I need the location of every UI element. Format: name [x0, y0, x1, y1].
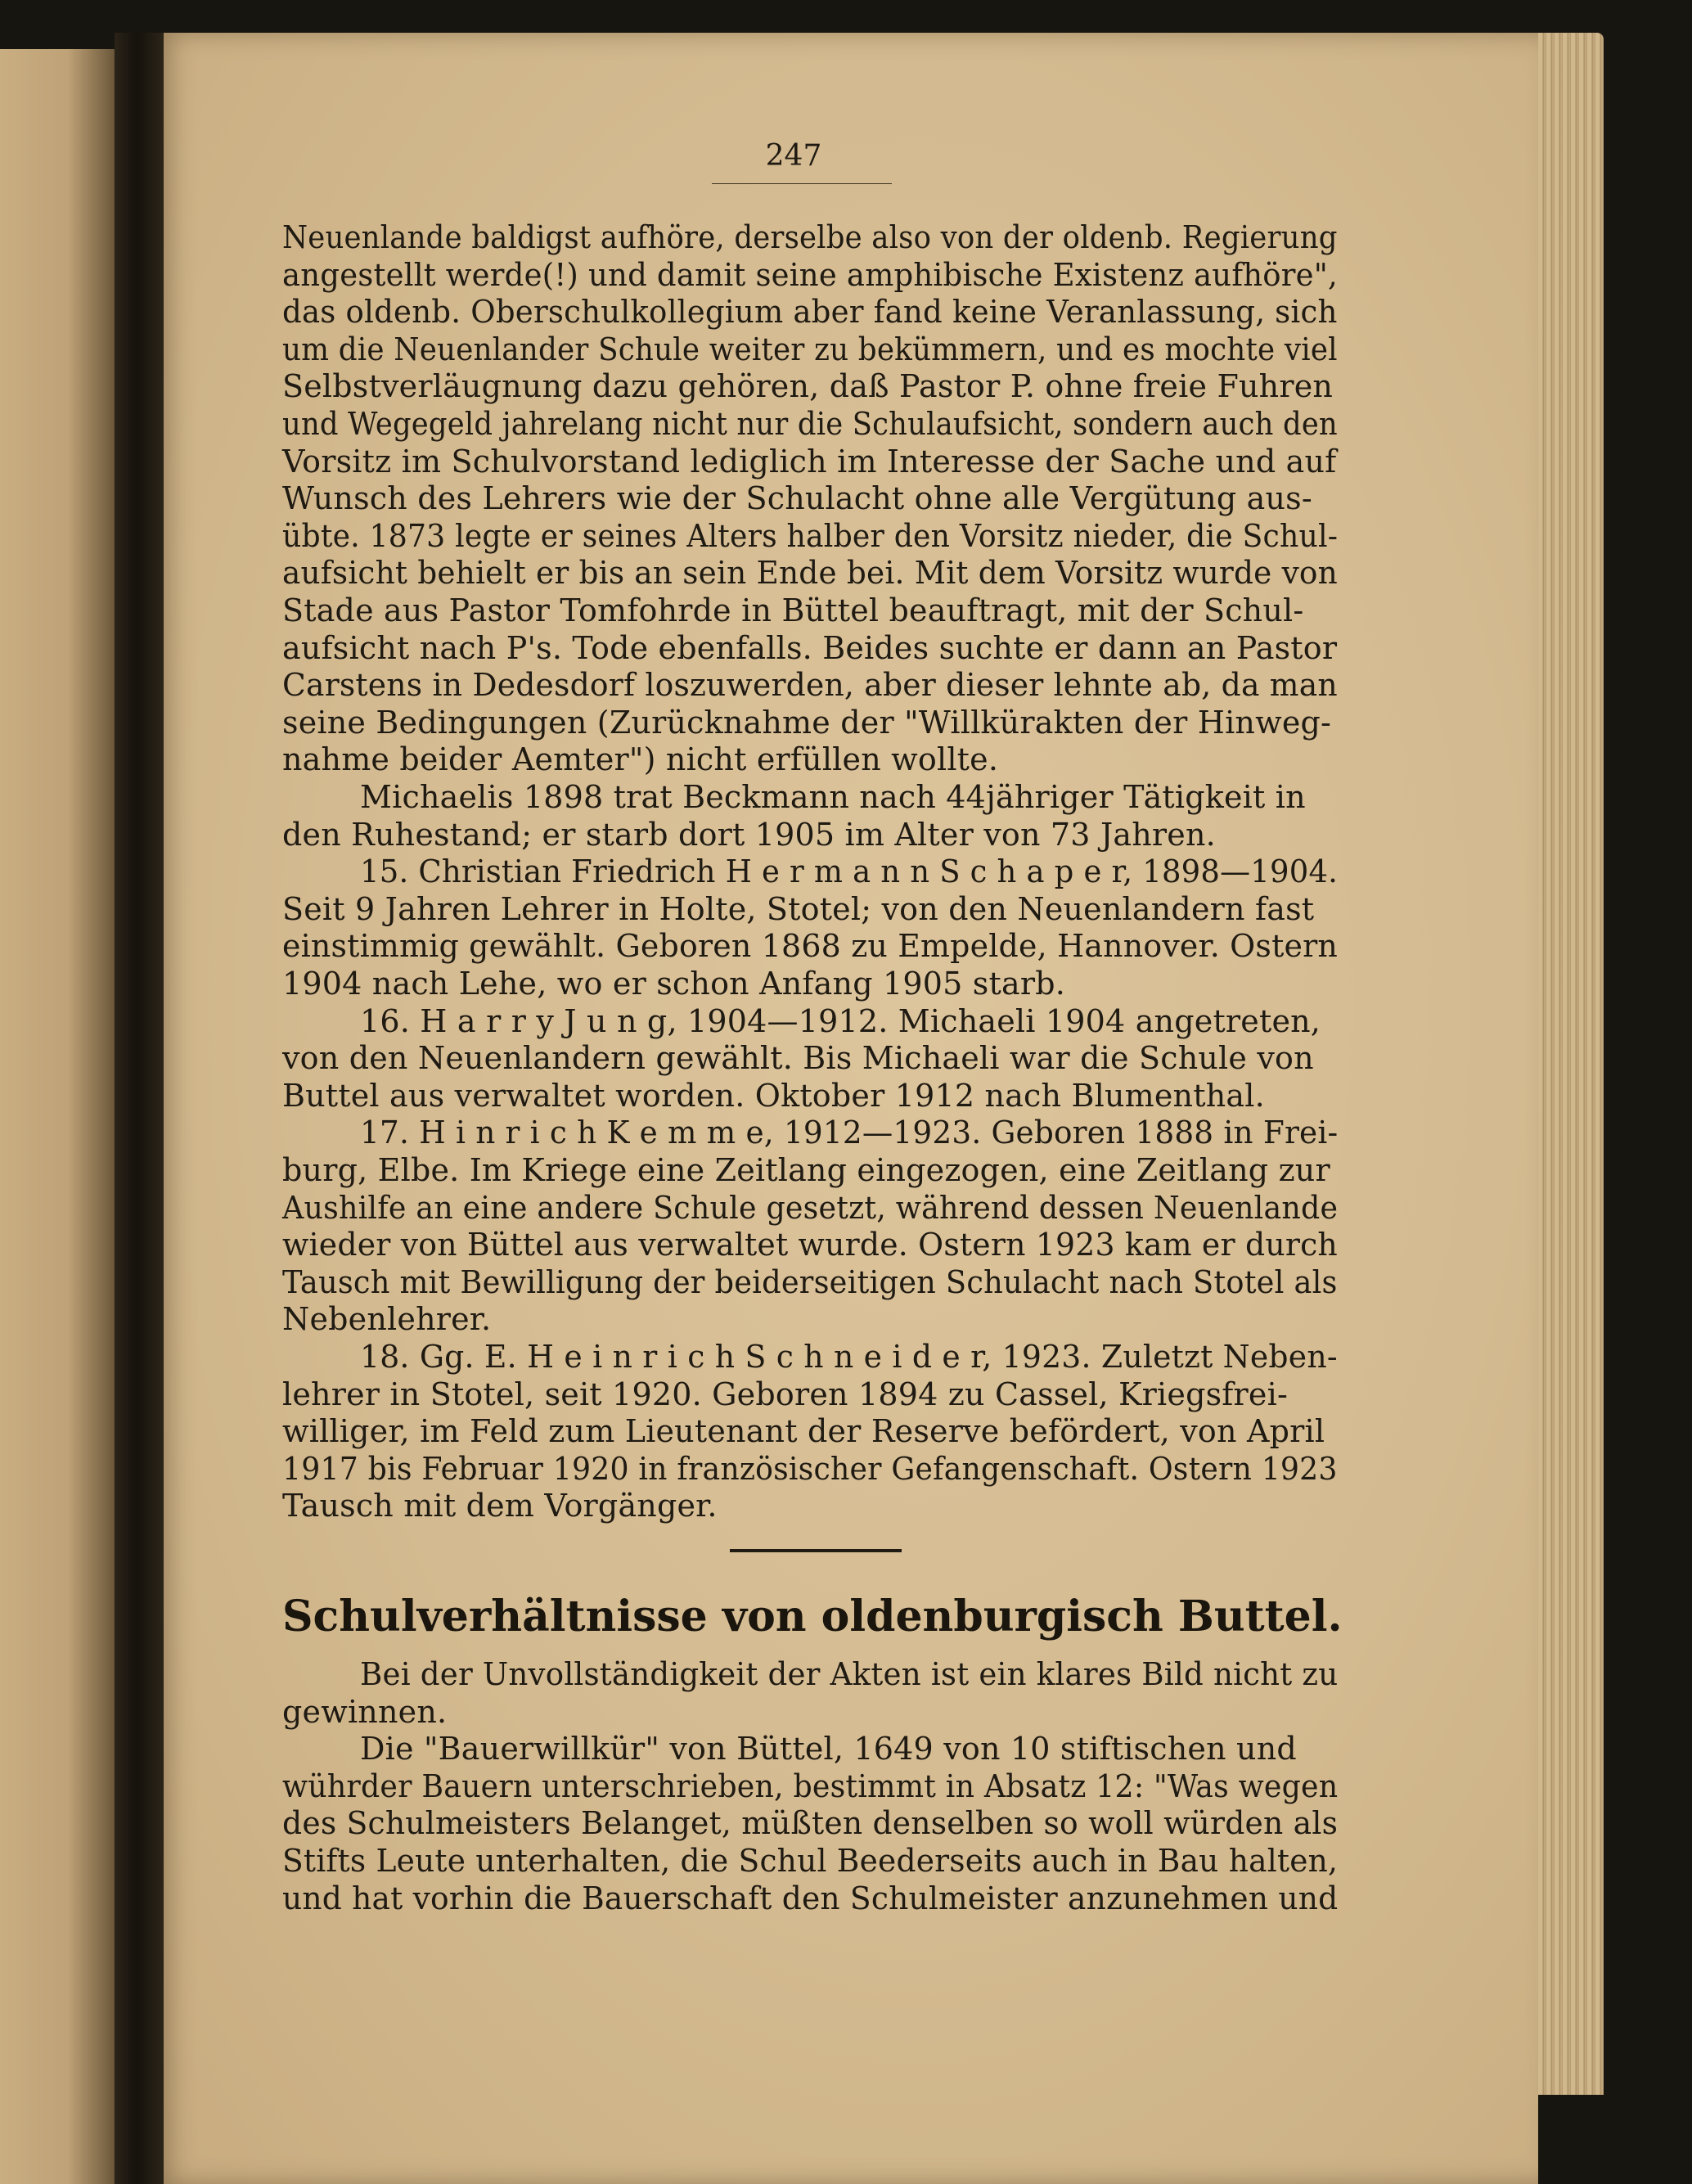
text-line: Vorsitz im Schulvorstand lediglich im Interesse der Sache und auf [282, 443, 1337, 480]
text-line: und hat vorhin die Bauerschaft den Schulmeister anzunehmen und [282, 1880, 1339, 1916]
section-divider [730, 1549, 902, 1552]
text-line: 16. H a r r y J u n g, 1904—1912. Michaeli 1904 angetreten, [360, 1002, 1321, 1039]
text-line: Tausch mit Bewilligung der beiderseitigen Schulacht nach Stotel als [282, 1263, 1338, 1300]
text-line: einstimmig gewählt. Geboren 1868 zu Empelde, Hannover. Ostern [282, 928, 1339, 965]
text-line: gewinnen. [282, 1693, 448, 1730]
text-line: um die Neuenlander Schule weiter zu bekümmern, und es mochte viel [282, 331, 1338, 367]
text-line: Aushilfe an eine andere Schule gesetzt, während dessen Neuenlande [282, 1189, 1339, 1226]
text-line: seine Bedingungen (Zurücknahme der "Willkürakten der Hinweg- [282, 704, 1332, 741]
text-line: Carstens in Dedesdorf loszuwerden, aber dieser lehnte ab, da man [282, 667, 1338, 704]
text-line: Selbstverläugnung dazu gehören, daß Pastor P. ohne freie Fuhren [282, 368, 1334, 405]
text-line: nahme beider Aemter") nicht erfüllen wollte. [282, 741, 999, 778]
text-line: Bei der Unvollständigkeit der Akten ist ein klares Bild nicht zu [360, 1656, 1339, 1692]
text-line: 15. Christian Friedrich H e r m a n n S c h a p e r, 1898—1904. [360, 853, 1339, 890]
facing-page-edge [0, 49, 123, 2184]
text-line: 1917 bis Februar 1920 in französischer Gefangenschaft. Ostern 1923 [282, 1450, 1338, 1487]
text-line: von den Neuenlandern gewählt. Bis Michaeli war die Schule von [282, 1040, 1314, 1077]
text-line: Die "Bauerwillkür" von Büttel, 1649 von 10 stiftischen und [360, 1731, 1297, 1767]
header-rule [712, 183, 892, 184]
text-line: Stifts Leute unterhalten, die Schul Beederseits auch in Bau halten, [282, 1843, 1339, 1879]
text-line: wieder von Büttel aus verwaltet wurde. Ostern 1923 kam er durch [282, 1227, 1338, 1263]
text-line: übte. 1873 legte er seines Alters halber den Vorsitz nieder, die Schul- [282, 517, 1339, 554]
text-line: Michaelis 1898 trat Beckmann nach 44jähriger Tätigkeit in [360, 779, 1306, 815]
text-line: wührder Bauern unterschrieben, bestimmt in Absatz 12: "Was wegen [282, 1767, 1339, 1804]
section-heading: Schulverhältnisse von oldenburgisch Buttel. [282, 1592, 1343, 1641]
text-line: 18. Gg. E. H e i n r i c h S c h n e i d e r, 1923. Zuletzt Neben- [360, 1339, 1338, 1375]
text-line: Seit 9 Jahren Lehrer in Holte, Stotel; von den Neuenlandern fast [282, 890, 1315, 927]
text-line: Neuenlande baldigst aufhöre, derselbe also von der oldenb. Regierung [282, 219, 1338, 255]
text-line: Buttel aus verwaltet worden. Oktober 1912 nach Blumenthal. [282, 1077, 1265, 1114]
text-line: 1904 nach Lehe, wo er schon Anfang 1905 starb. [282, 966, 1065, 1002]
text-line: williger, im Feld zum Lieutenant der Reserve befördert, von April [282, 1413, 1325, 1450]
page-number: 247 [765, 139, 822, 173]
text-line: das oldenb. Oberschulkollegium aber fand keine Veranlassung, sich [282, 294, 1338, 331]
text-line: Tausch mit dem Vorgänger. [282, 1488, 718, 1524]
text-line: den Ruhestand; er starb dort 1905 im Alter von 73 Jahren. [282, 816, 1216, 853]
text-line: 17. H i n r i c h K e m m e, 1912—1923. Geboren 1888 in Frei- [360, 1115, 1339, 1151]
text-line: angestellt werde(!) und damit seine amphibische Existenz aufhöre", [282, 256, 1338, 293]
text-line: lehrer in Stotel, seit 1920. Geboren 1894 zu Cassel, Kriegsfrei- [282, 1376, 1289, 1412]
text-line: Wunsch des Lehrers wie der Schulacht ohne alle Vergütung aus- [282, 480, 1312, 517]
text-line: Stade aus Pastor Tomfohrde in Büttel beauftragt, mit der Schul- [282, 592, 1304, 628]
text-line: des Schulmeisters Belanget, müßten denselben so woll würden als [282, 1805, 1339, 1842]
text-line: Nebenlehrer. [282, 1301, 492, 1338]
book-gutter [115, 33, 164, 2184]
text-line: aufsicht behielt er bis an sein Ende bei. Mit dem Vorsitz wurde von [282, 555, 1338, 592]
text-line: burg, Elbe. Im Kriege eine Zeitlang eingezogen, eine Zeitlang zur [282, 1152, 1330, 1188]
text-line: aufsicht nach P's. Tode ebenfalls. Beides suchte er dann an Pastor [282, 629, 1338, 666]
text-line: und Wegegeld jahrelang nicht nur die Schulaufsicht, sondern auch den [282, 406, 1338, 442]
